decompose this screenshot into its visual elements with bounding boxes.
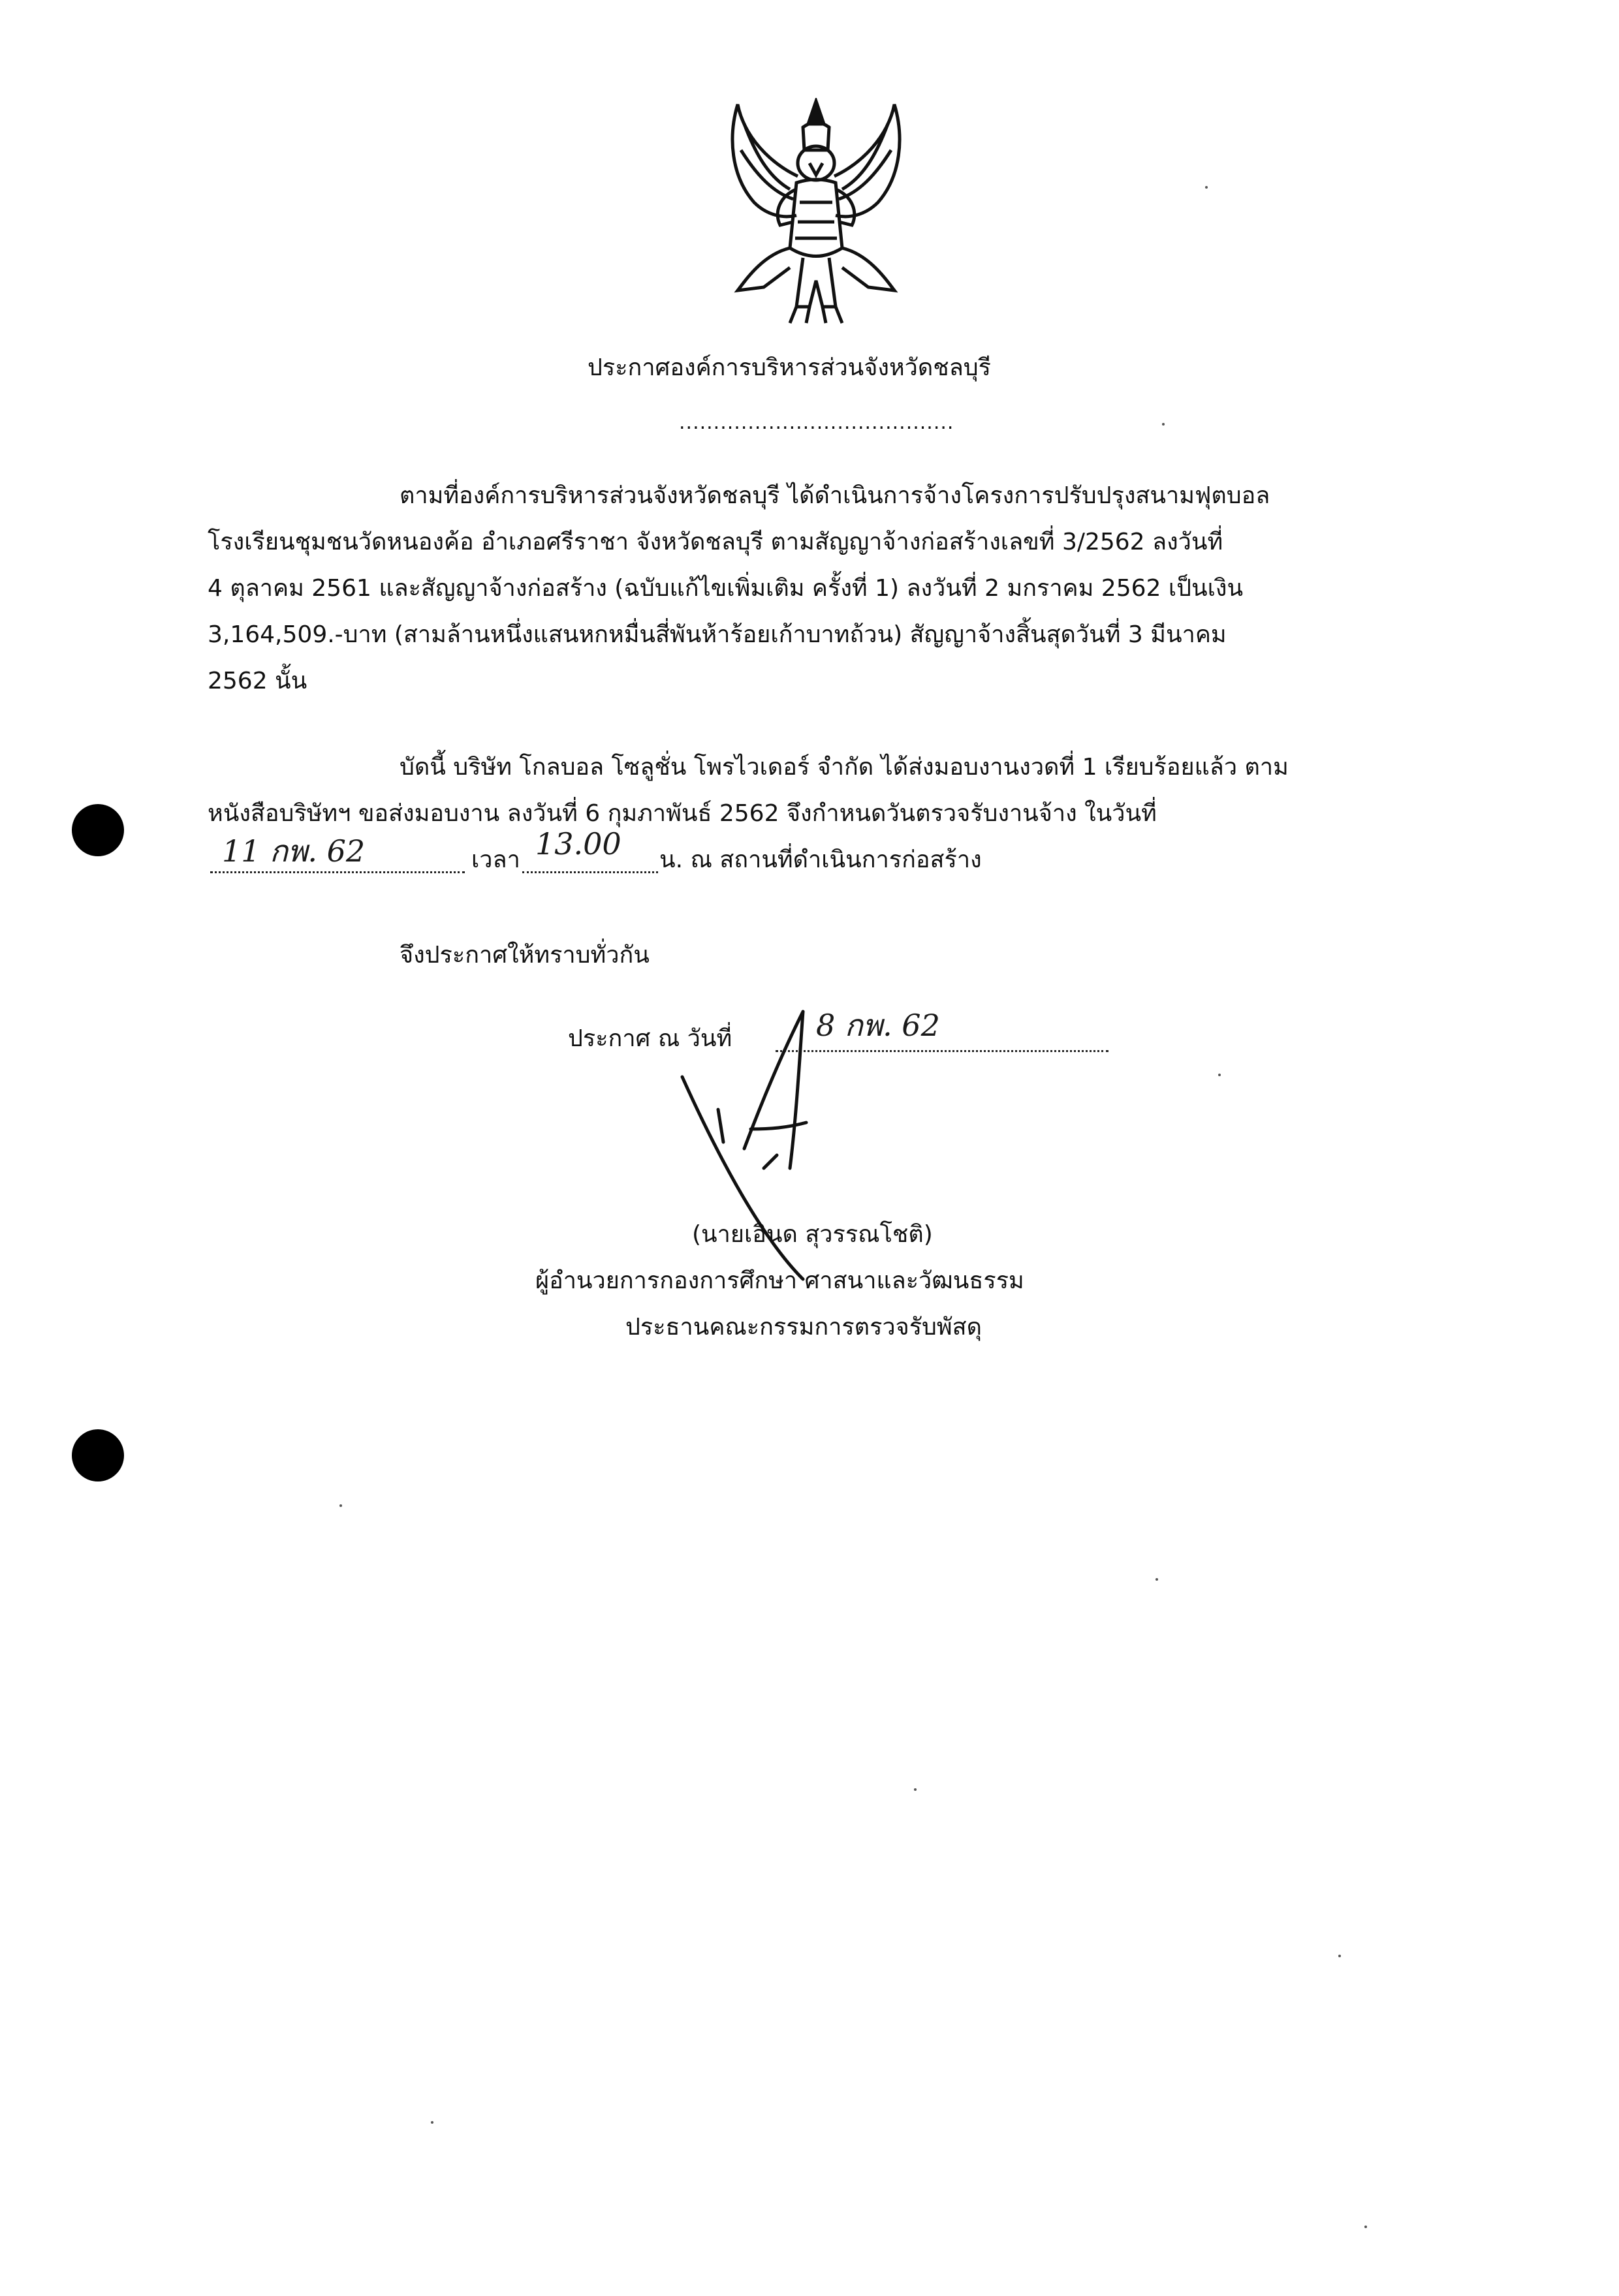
signatory-position1: ผู้อำนวยการกองการศึกษา ศาสนาและวัฒนธรรม — [535, 1267, 1024, 1294]
time-label: เวลา — [471, 846, 520, 873]
inspection-time-handwritten: 13.00 — [535, 826, 621, 861]
announce-label: ประกาศ ณ วันที่ — [568, 1025, 732, 1052]
paragraph1-line2: โรงเรียนชุมชนวัดหนองค้อ อำเภอศรีราชา จังหวัดชลบุรี ตามสัญญาจ้างก่อสร้างเลขที่ 3/2562 ลงวันที่ — [208, 529, 1223, 555]
punch-hole-top — [72, 804, 124, 856]
closing-line: จึงประกาศให้ทราบทั่วกัน — [400, 942, 650, 969]
paragraph1-line5: 2562 นั้น — [208, 668, 307, 694]
signatory-position2: ประธานคณะกรรมการตรวจรับพัสดุ — [625, 1314, 982, 1341]
inspection-time-blank — [522, 871, 658, 873]
scan-speck — [1218, 1074, 1221, 1076]
punch-hole-bottom — [72, 1429, 124, 1482]
garuda-emblem — [718, 98, 914, 326]
title-rule: ........................................ — [679, 411, 954, 434]
scan-speck — [1338, 1955, 1341, 1957]
paragraph2-line2: หนังสือบริษัทฯ ขอส่งมอบงาน ลงวันที่ 6 กุมภาพันธ์ 2562 จึงกำหนดวันตรวจรับงานจ้าง ในวันที่ — [208, 800, 1157, 827]
scan-speck — [431, 2121, 433, 2124]
paragraph1-line1: ตามที่องค์การบริหารส่วนจังหวัดชลบุรี ได้ดำเนินการจ้างโครงการปรับปรุงสนามฟุตบอล — [400, 482, 1270, 509]
scan-speck — [1155, 1578, 1158, 1581]
scan-speck — [1205, 186, 1208, 189]
signatory-name: (นายเอินด สุวรรณโชติ) — [692, 1221, 933, 1248]
paragraph2-line1: บัดนี้ บริษัท โกลบอล โซลูชั่น โพรไวเดอร์ จำกัด ได้ส่งมอบงานงวดที่ 1 เรียบร้อยแล้ว ตาม — [400, 754, 1289, 781]
paragraph1-line4: 3,164,509.-บาท (สามล้านหนึ่งแสนหกหมื่นสี่พันห้าร้อยเก้าบาทถ้วน) สัญญาจ้างสิ้นสุดวันที่ 3 มีนาคม — [208, 621, 1227, 648]
announce-date-handwritten: 8 กพ. 62 — [816, 1008, 940, 1043]
page-title: ประกาศองค์การบริหารส่วนจังหวัดชลบุรี — [588, 354, 991, 381]
paragraph2-line3-tail: น. ณ สถานที่ดำเนินการก่อสร้าง — [659, 846, 982, 873]
paragraph1-line3: 4 ตุลาคม 2561 และสัญญาจ้างก่อสร้าง (ฉบับแก้ไขเพิ่มเติม ครั้งที่ 1) ลงวันที่ 2 มกราคม 2562 เป็นเงิน — [208, 575, 1244, 602]
scan-speck — [1162, 423, 1165, 426]
inspection-date-handwritten: 11 กพ. 62 — [222, 833, 366, 869]
scan-speck — [914, 1788, 917, 1791]
scan-speck — [339, 1504, 342, 1507]
scan-speck — [1364, 2226, 1367, 2228]
